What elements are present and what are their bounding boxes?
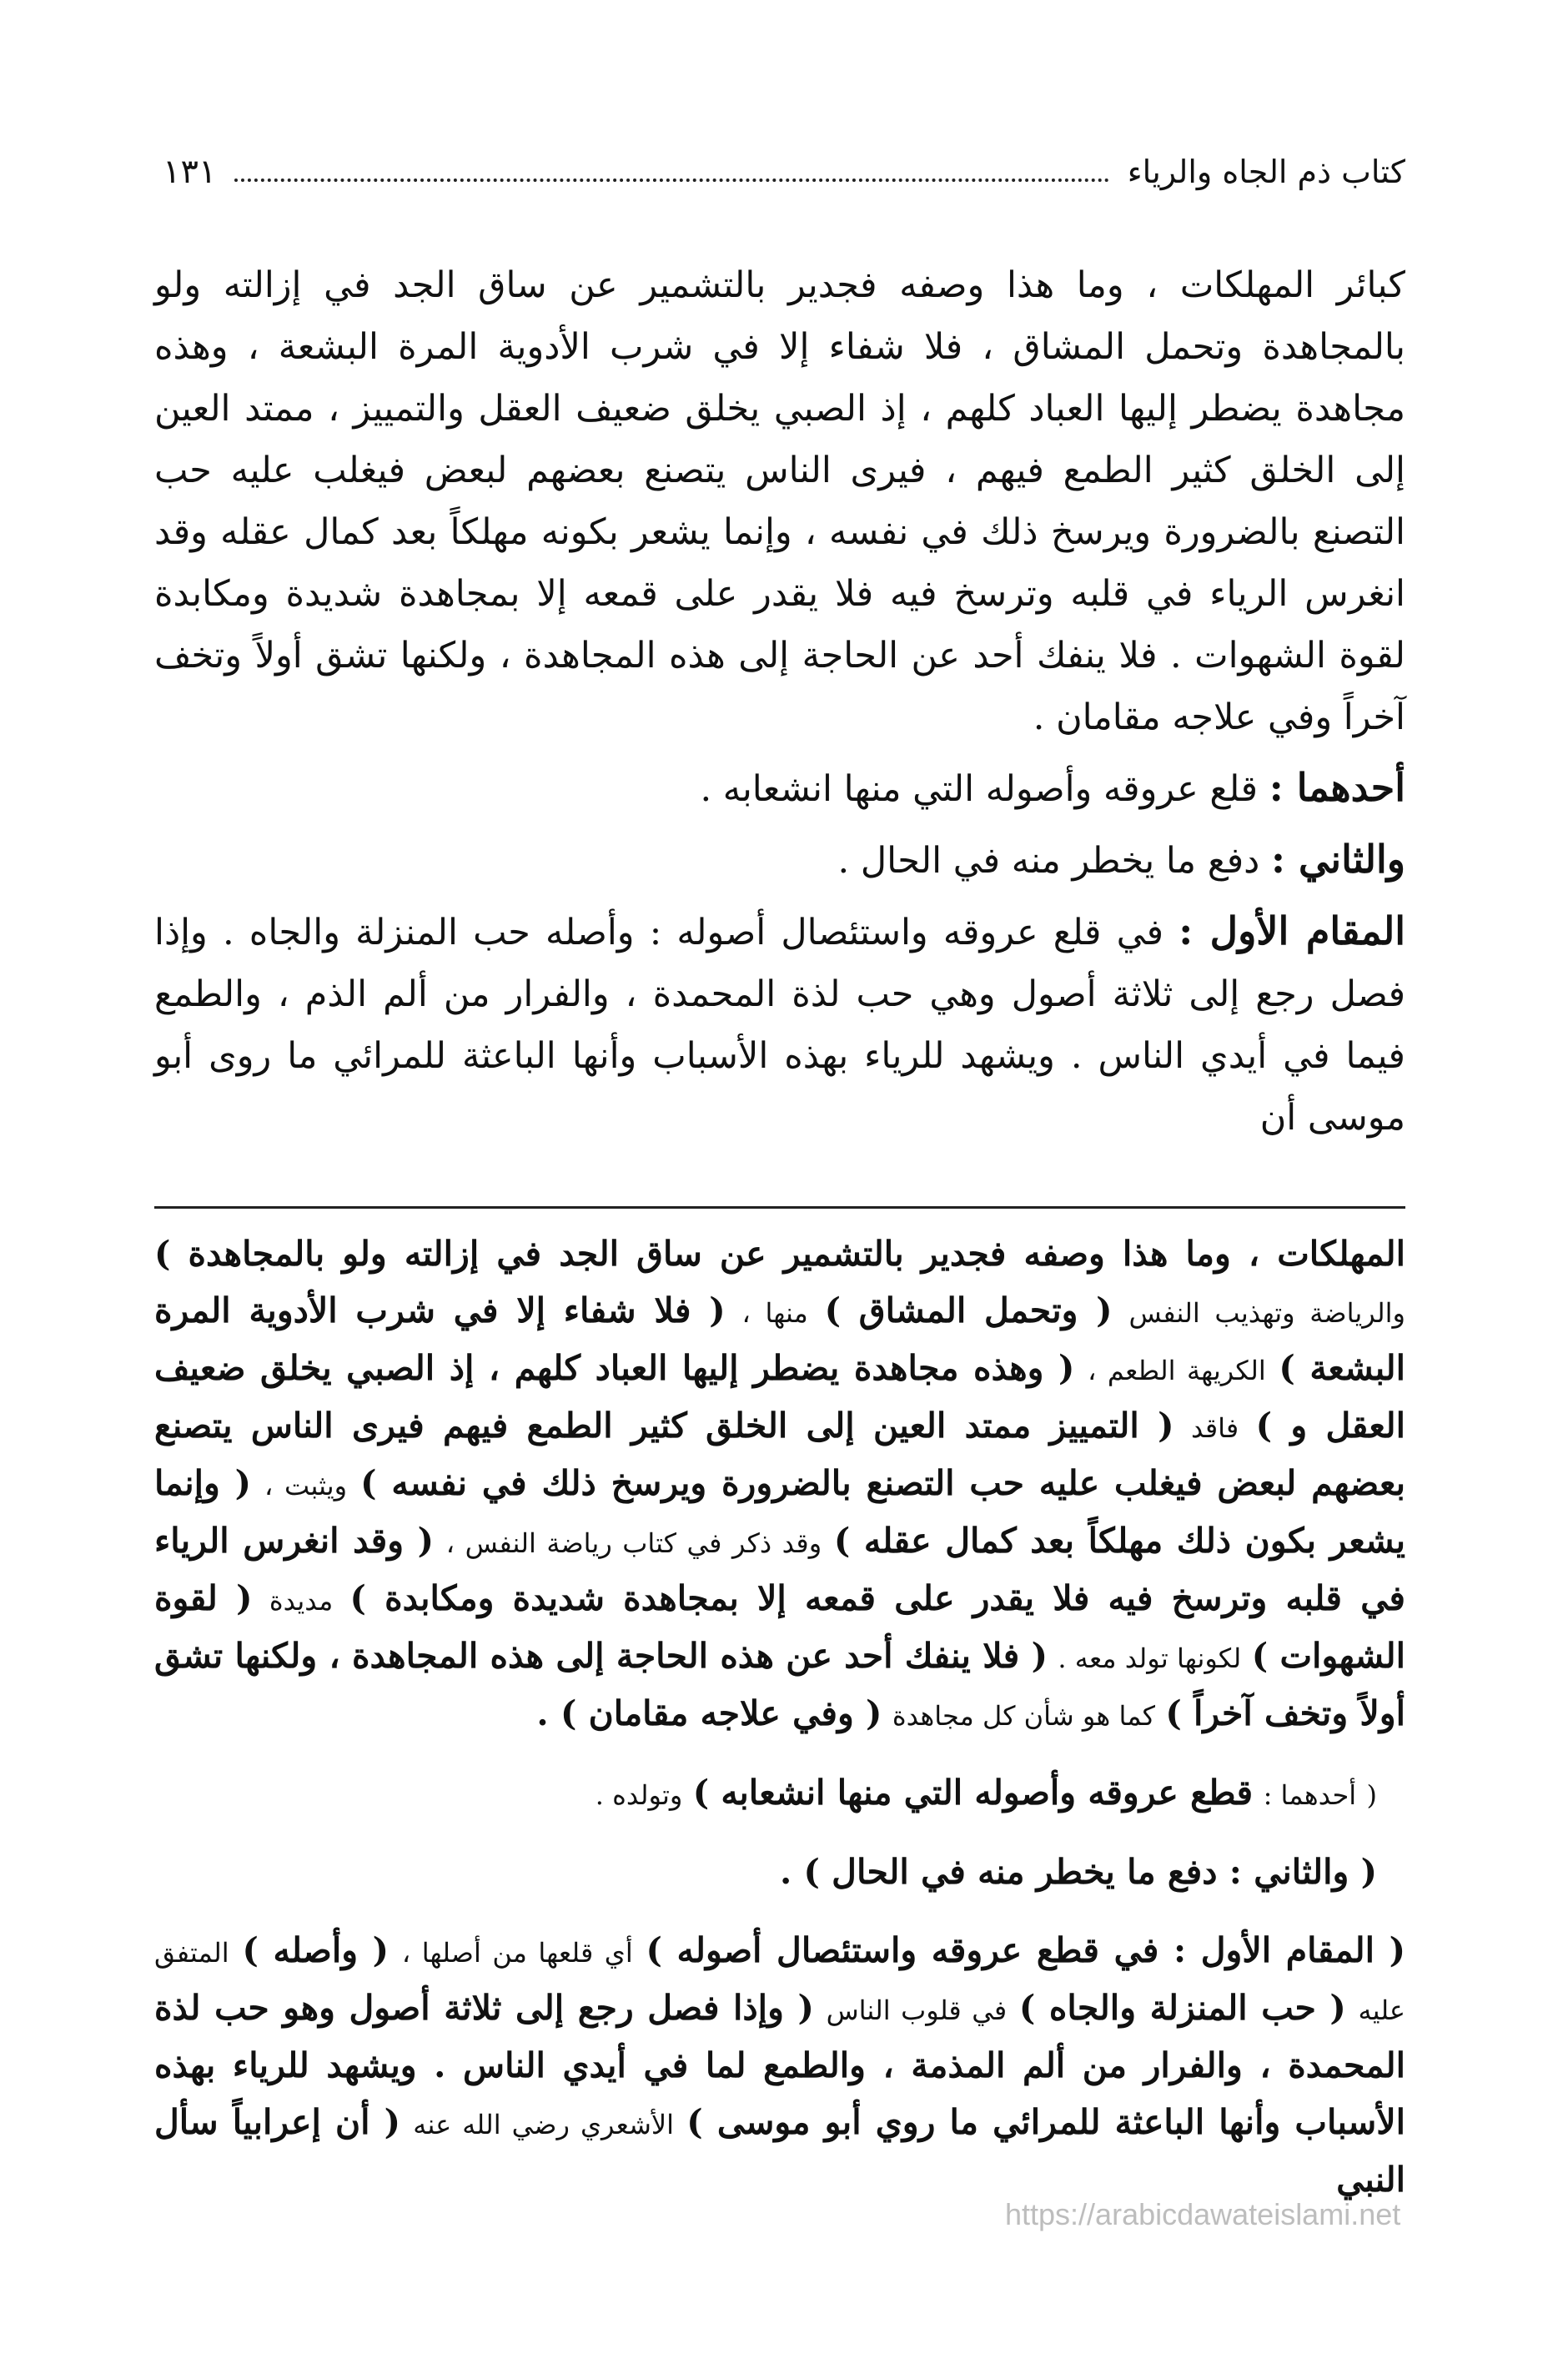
quoted-text: ( وقد انغرس الرياء في قلبه وترسخ فيه فلا يقدر على قمعه إلا بمجاهدة شديدة ومكابدة ) [154, 1521, 1405, 1618]
commentary-gloss: في قلوب الناس [826, 1994, 1008, 2026]
second-text: دفع ما يخطر منه في الحال . [837, 840, 1260, 882]
commentary-paragraph [154, 1923, 1405, 2209]
second-label: والثاني : [1270, 837, 1405, 882]
commentary-gloss: كما هو شأن كل مجاهدة [892, 1700, 1155, 1732]
commentary-gloss: لكونها تولد معه . [1058, 1642, 1242, 1674]
quoted-text: ( وإنما يشعر بكون ذلك مهلكاً بعد كمال عقله ) [154, 1463, 1405, 1561]
quoted-text: ( وإذا فصل رجع إلى ثلاثة أصول وهو حب لذة المحمدة ، والفرار من ألم المذمة ، والطمع لما في أيدي الناس . ويشهد للرياء بهذه الأسباب وأنها الباعثة للمرائي ما روي أبو موسى ) [154, 1988, 1405, 2142]
quoted-text: ( والثاني : دفع ما يخطر منه في الحال ) . [779, 1852, 1377, 1892]
first-text: قلع عروقه وأصوله التي منها انشعابه . [700, 768, 1259, 810]
quoted-text: ( وهذه مجاهدة يضطر إليها العباد كلهم ، إذ الصبي يخلق ضعيف العقل و ) [154, 1348, 1405, 1446]
quoted-text: المهلكات ، وما هذا وصفه فجدير بالتشمير عن ساق الجد في إزالته ولو بالمجاهدة ) [154, 1234, 1405, 1274]
commentary-gloss: أحدهما : [1263, 1779, 1357, 1811]
commentary-gloss: أي قلعها من أصلها ، [401, 1937, 633, 1969]
maqam-text: في قلع عروقه واستئصال أصوله : وأصله حب المنزلة والجاه . وإذا فصل رجع إلى ثلاثة أصول وهي حب لذة المحمدة ، والفرار من ألم الذم ، والطمع فيما في أيدي الناس . ويشهد للرياء بهذه الأسباب وأنها الباعثة للمرائي ما روى أبو موسى أن [154, 912, 1405, 1139]
commentary-gloss: والرياضة وتهذيب النفس [1128, 1297, 1406, 1329]
page-number: ١٣١ [163, 153, 217, 191]
second-station-item [154, 828, 1405, 892]
commentary-gloss: ويثبت ، [264, 1470, 348, 1501]
commentary-paragraph [154, 1226, 1405, 1743]
book-title: كتاب ذم الجاه والرياء [1127, 153, 1405, 190]
quoted-text: ( أن إعرابياً سأل النبي [154, 2102, 1405, 2200]
first-label: أحدهما : [1269, 765, 1405, 810]
page-header [163, 147, 1405, 197]
commentary-paragraph [154, 1765, 1405, 1823]
first-station-item [154, 757, 1405, 820]
quoted-text: ( حب المنزلة والجاه ) [1018, 1988, 1346, 2028]
main-text [154, 254, 1405, 1149]
quoted-text: ( فلا ينفك أحد عن هذه الحاجة إلى هذه المجاهدة ، ولكنها تشق أولاً وتخف آخراً ) [154, 1636, 1405, 1733]
quoted-text: ( وتحمل المشاق ) [824, 1290, 1113, 1330]
commentary-divider [154, 1206, 1405, 1209]
quoted-text: ( المقام الأول : في قطع عروقه واستئصال أصوله ) [646, 1930, 1405, 1970]
commentary-gloss: فاقد [1191, 1412, 1239, 1444]
watermark-url: https://arabicdawateislami.net [1005, 2197, 1401, 2231]
commentary-gloss: وتولده . [595, 1779, 683, 1811]
commentary-gloss: الكريهة الطعم ، [1088, 1355, 1266, 1386]
commentary-gloss: مديدة [269, 1585, 334, 1617]
quoted-text: ( التمييز ممتد العين إلى الخلق كثير الطمع فيهم فيرى الناس يتصنع بعضهم لبعض فيغلب عليه حب التصنع بالضرورة ويرسخ ذلك في نفسه ) [154, 1406, 1406, 1503]
quoted-text: قطع عروقه وأصوله التي منها انشعابه ) [692, 1773, 1254, 1813]
commentary-gloss: الأشعري رضي الله عنه [413, 2109, 675, 2140]
quoted-text: ( لقوة الشهوات ) [154, 1578, 1405, 1676]
quoted-text: ( وفي علاجه مقامان ) . [536, 1693, 882, 1733]
commentary-gloss: منها ، [741, 1297, 808, 1329]
commentary-gloss: ( [1366, 1779, 1377, 1811]
commentary-gloss: وقد ذكر في كتاب رياضة النفس ، [445, 1527, 822, 1559]
maqam-label: المقام الأول : [1179, 908, 1405, 953]
commentary-paragraph [154, 1844, 1405, 1901]
quoted-text: ( وأصله ) [242, 1930, 389, 1970]
quoted-text: ( فلا شفاء إلا في شرب الأدوية المرة البشعة ) [154, 1290, 1405, 1388]
commentary-gloss: المتفق عليه [154, 1937, 1406, 2026]
commentary-section [154, 1226, 1405, 2209]
main-paragraph: كبائر المهلكات ، وما هذا وصفه فجدير بالتشمير عن ساق الجد في إزالته ولو بالمجاهدة وتحمل المشاق ، فلا شفاء إلا في شرب الأدوية المرة البشعة ، وهذه مجاهدة يضطر إليها العباد كلهم ، إذ الصبي يخلق ضعيف العقل والتمييز ، ممتد العين إلى الخلق كثير الطمع فيهم ، فيرى الناس يتصنع بعضهم لبعض فيغلب عليه حب التصنع بالضرورة ويرسخ ذلك في نفسه ، وإنما يشعر بكونه مهلكاً بعد كمال عقله وقد انغرس الرياء في قلبه وترسخ فيه فلا يقدر على قمعه إلا بمجاهدة شديدة ومكابدة لقوة الشهوات . فلا ينفك أحد عن الحاجة إلى هذه المجاهدة ، ولكنها تشق أولاً وتخف آخراً وفي علاجه مقامان . [154, 264, 1405, 738]
first-maqam-paragraph [154, 900, 1405, 1149]
header-dot-leader [234, 179, 1108, 182]
